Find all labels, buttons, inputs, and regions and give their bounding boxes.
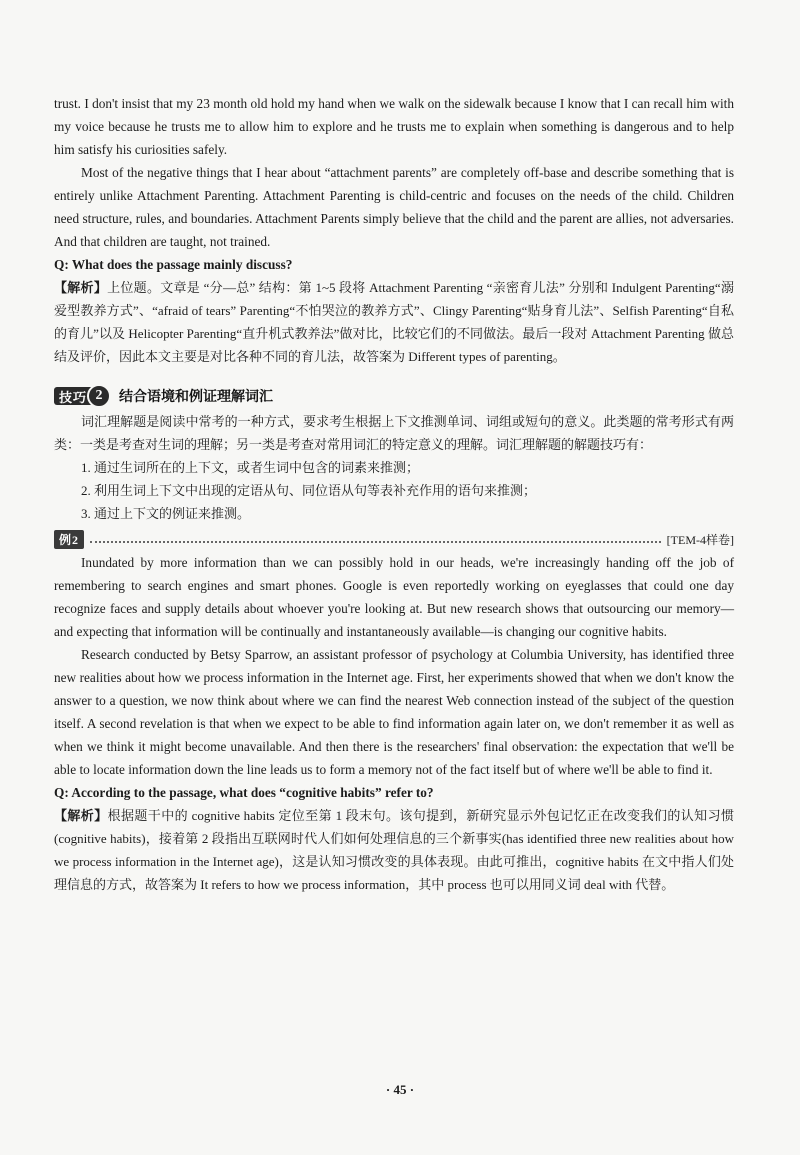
analysis-tag: 【解析】 xyxy=(54,280,108,295)
list-item: 2. 利用生词上下文中出现的定语从句、同位语从句等表补充作用的语句来推测； xyxy=(81,483,537,498)
question-2: Q: According to the passage, what does “cognitive habits” refer to? xyxy=(54,785,434,800)
analysis-2-text: 根据题干中的 cognitive habits 定位至第 1 段末句。该句提到，新研究显示外包记忆正在改变我们的认知习惯(cognitive habits)，接着第 2 段指出互联网时代人们如何处理信息的三个新事实(has identified three new realities about how we process information in the Internet age)，这是认知习惯改变的具体表现。由此可推出，cognitive habits 在文中指人们处理信息的方式，故答案为 It refers to how we process information，其中 process 也可以用同义词 deal with 代替。 xyxy=(54,808,734,892)
analysis-1-text: 上位题。文章是 “分—总” 结构：第 1~5 段将 Attachment Parenting “亲密育儿法” 分别和 Indulgent Parenting“溺爱型教养方式”、“afraid of tears” Parenting“不怕哭泣的教养方式”、Clingy Parenting“贴身育儿法”、Selfish Parenting“自私的育儿”以及 Helicopter Parenting“直升机式教养法”做对比，比较它们的不同做法。最后一段对 Attachment Parenting 做总结及评价，因此本文主要是对比各种不同的育儿法，故答案为 Different types of parenting。 xyxy=(54,280,734,364)
list-item: 1. 通过生词所在的上下文，或者生词中包含的词素来推测； xyxy=(81,460,420,475)
analysis-2 xyxy=(54,804,734,896)
example-paragraph-1: Inundated by more information than we can possibly hold in our heads, we're increasingly handing off the job of remembering to search engines and smart phones. Google is even reportedly working on eyeglasses that could one day recognize faces and supply details about whoever you're looking at. But new research shows that outsourcing our memory—and expecting that information will be continually and instantaneously available—is changing our cognitive habits. xyxy=(54,555,734,639)
section-title: 结合语境和例证理解词汇 xyxy=(119,389,274,405)
example-header xyxy=(54,527,734,551)
example-paragraph-2: Research conducted by Betsy Sparrow, an assistant professor of psychology at Columbia University, has identified three new realities about how we process information in the Internet age. First, her experiments showed that when we don't know the answer to a question, we now think about where we can find the nearest Web connection instead of the subject of the question itself. A second revelation is that when we expect to be able to find information again later on, we don't remember it as well as when we think it might become unavailable. And then there is the researchers' final observation: the expectation that we'll be able to locate information down the line leads us to form a memory not of the fact itself but of where we'll be able to find it. xyxy=(54,647,734,777)
page-content xyxy=(54,92,734,896)
dotted-leader xyxy=(90,541,661,543)
page-number: · 45 · xyxy=(385,1082,415,1097)
passage1-paragraph-2: Most of the negative things that I hear about “attachment parents” are completely off-base and describe something that is entirely unlike Attachment Parenting. Attachment Parenting is child-centric and focuses on the needs of the child. Children need structure, rules, and boundaries. Attachment Parents simply believe that the child and the parent are allies, not adversaries. And that children are taught, not trained. xyxy=(54,165,734,249)
section-intro: 词汇理解题是阅读中常考的一种方式，要求考生根据上下文推测单词、词组或短句的意义。此类题的常考形式有两类：一类是考查对生词的理解；另一类是考查对常用词汇的特定意义的理解。词汇理解题的解题技巧有： xyxy=(54,414,734,452)
analysis-tag: 【解析】 xyxy=(54,808,108,823)
analysis-1 xyxy=(54,276,734,368)
example-source: [TEM-4样卷] xyxy=(666,532,734,547)
tip-number: 2 xyxy=(87,384,111,408)
question-1: Q: What does the passage mainly discuss? xyxy=(54,257,293,272)
list-item: 3. 通过上下文的例证来推测。 xyxy=(81,506,251,521)
section-heading xyxy=(54,382,734,410)
passage1-paragraph-1: trust. I don't insist that my 23 month old hold my hand when we walk on the sidewalk because I know that I can recall him with my voice because he trusts me to allow him to explore and he trusts me to explain when something is dangerous and to help him satisfy his curiosities safely. xyxy=(54,96,734,157)
example-badge: 例2 xyxy=(54,530,84,549)
tip-badge: 技巧 xyxy=(54,387,91,405)
